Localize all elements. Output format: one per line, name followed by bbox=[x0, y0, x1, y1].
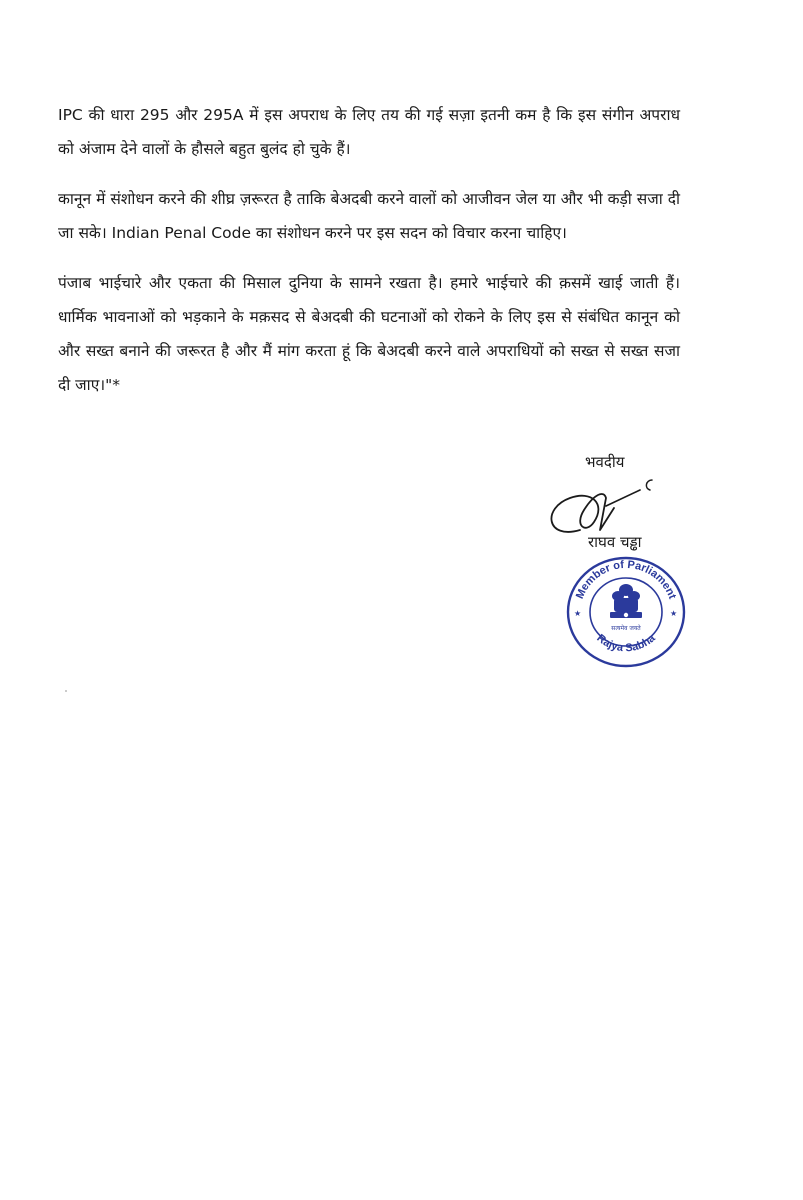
paragraph-ipc: IPC की धारा 295 और 295A में इस अपराध के लिए तय की गई सज़ा इतनी कम है कि इस संगीन अपराध को अंजाम देने वालों के हौसले बहुत बुलंद हो चुके हैं। bbox=[58, 106, 680, 158]
seal-emblem-caption: सत्यमेव जयते bbox=[611, 625, 641, 632]
paragraph-amendment: कानून में संशोधन करने की शीघ्र ज़रूरत है ताकि बेअदबी करने वालों को आजीवन जेल या और भी कड़ी सजा दी जा सके। Indian Penal Code का संशोधन करने पर इस सदन को विचार करना चाहिए। bbox=[58, 190, 680, 242]
seal-top-text: Member of Parliament bbox=[573, 558, 679, 601]
svg-text:★: ★ bbox=[670, 609, 678, 618]
signatory-name: राघव चड्ढा bbox=[588, 533, 642, 551]
ashoka-emblem-icon bbox=[610, 584, 642, 618]
seal-bottom-text: Rajya Sabha bbox=[594, 632, 658, 655]
svg-text:Rajya Sabha bbox=[594, 632, 658, 655]
scan-speck bbox=[65, 690, 67, 692]
paragraph-punjab: पंजाब भाईचारे और एकता की मिसाल दुनिया के सामने रखता है। हमारे भाईचारे की क़समें खाई जाती हैं। धार्मिक भावनाओं को भड़काने के मक़सद से बेअदबी की घटनाओं को रोकने के लिए इस से संबंधित कानून को और सख्त बनाने की जरूरत है और मैं मांग करता हूं कि बेअदबी करने वाले अपराधियों को सख्त से सख्त सजा दी जाए।"* bbox=[58, 274, 680, 394]
rajya-sabha-seal-stamp bbox=[562, 552, 690, 670]
closing-text: भवदीय bbox=[585, 453, 625, 471]
svg-text:★: ★ bbox=[574, 609, 582, 618]
letter-body bbox=[58, 98, 680, 418]
